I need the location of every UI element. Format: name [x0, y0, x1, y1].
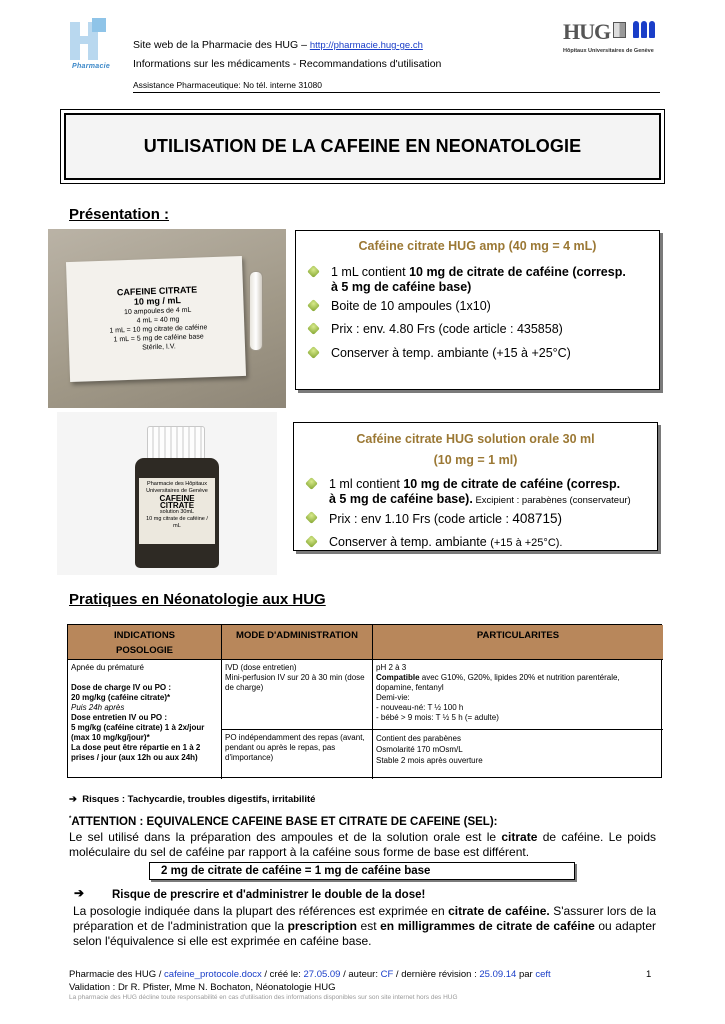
header-particularites: PARTICULARITES: [373, 625, 663, 659]
arrow-right-icon: ➔: [74, 886, 85, 900]
col-divider: [221, 625, 222, 779]
bottle-cap: [147, 426, 205, 460]
hug-logo-sub: Hôpitaux Universitaires de Genève: [563, 48, 654, 54]
pharmacie-logo: [66, 18, 114, 68]
page-number: 1: [646, 969, 652, 980]
practices-table: [67, 624, 662, 778]
table-cell-mode-iv: IVD (dose entretien) Mini-perfusion IV sur 20 à 30 min (dose de charge): [225, 663, 365, 692]
table-header-rule: [68, 659, 663, 660]
table-cell-indications: Apnée du prématuré Dose de charge IV ou PO : 20 mg/kg (caféine citrate)* Puis 24h après Dose entretien IV ou PO : 5 mg/kg (caféine citrate) 1 à 2x/jour (max 10 mg/kg/jour)* La dose peut être répartie en 1 à 2 prises / jour (aux 12h ou aux 24h): [71, 663, 205, 762]
col-divider: [372, 625, 373, 779]
table-cell-part-po: Contient des parabènes Osmolarité 170 mOsm/L Stable 2 mois après ouverture: [376, 734, 483, 765]
person-icon: [649, 21, 655, 38]
oral-box-title: Caféine citrate HUG solution orale 30 ml: [356, 432, 595, 446]
header-indications: INDICATIONS POSOLOGIE: [68, 625, 221, 659]
row-divider: [222, 729, 663, 730]
assistance-line: Assistance Pharmaceutique: No tél. interne 31080: [133, 80, 323, 90]
presentation-heading: Présentation :: [69, 206, 170, 223]
arrow-right-icon: ➔: [69, 794, 77, 805]
title-box: [64, 113, 661, 180]
ampoule-bullet-price: Prix : env. 4.80 Frs (code article : 435858): [309, 322, 563, 337]
ampoule-bullet-storage: Conserver à temp. ambiante (+15 à +25°C): [309, 346, 571, 361]
header-divider: [133, 92, 660, 93]
person-icon: [641, 21, 647, 38]
footer-validation: Validation : Dr R. Pfister, Mme N. Bochaton, Néonatologie HUG: [69, 982, 336, 993]
package-label: CAFEINE CITRATE 10 mg / mL 10 ampoules de 4 mL 4 mL = 40 mg 1 mL = 10 mg citrate de caféine 1 mL = 5 mg de caféine base Stérile, I.V.: [109, 284, 208, 352]
equivalence-box: 2 mg de citrate de caféine = 1 mg de caféine base: [149, 862, 575, 880]
header-subtitle: Informations sur les médicaments - Recommandations d'utilisation: [133, 58, 442, 70]
table-cell-part-iv: pH 2 à 3 Compatible avec G10%, G20%, lipides 20% et nutrition parentérale, dopamine, fentanyl Demi-vie: - nouveau-né: T ½ 100 h - bébé > 9 mois: T ½ 5 h (= adulte): [376, 663, 620, 722]
ampoule-box-title: Caféine citrate HUG amp (40 mg = 4 mL): [358, 239, 597, 253]
risks-line: [69, 794, 315, 805]
ampoule-package: [66, 256, 246, 382]
site-line: [133, 39, 423, 51]
risks-text: Risques : Tachycardie, troubles digestifs, irritabilité: [82, 794, 316, 805]
ampoule-icon: [249, 271, 263, 351]
attention-title: *ATTENTION : EQUIVALENCE CAFEINE BASE ET CITRATE DE CAFEINE (SEL):: [69, 816, 498, 828]
table-cell-mode-po: PO indépendamment des repas (avant, pendant ou après le repas, pas d'importance): [225, 733, 365, 762]
header-mode: MODE D'ADMINISTRATION: [222, 625, 372, 659]
ampoule-bullet-box: Boite de 10 ampoules (1x10): [309, 299, 491, 314]
oral-bullet-storage: Conserver à temp. ambiante (+15 à +25°C).: [307, 535, 562, 551]
site-url-link[interactable]: http://pharmacie.hug-ge.ch: [309, 40, 423, 51]
ampoule-bullet-content: 1 mL contient 10 mg de citrate de caféine (corresp. à 5 mg de caféine base): [309, 265, 626, 295]
oral-box-subtitle: (10 mg = 1 ml): [433, 453, 518, 467]
footer-disclaimer: La pharmacie des HUG décline toute responsabilité en cas d'utilisation des informations disponibles sur son site internet hors des HUG: [69, 994, 458, 1001]
double-dose-risk: Risque de prescrire et d'administrer le double de la dose!: [112, 889, 426, 901]
oral-bullet-content: 1 ml contient 10 mg de citrate de caféine (corresp. à 5 mg de caféine base). Excipient : parabènes (conservateur): [307, 477, 631, 508]
person-icon: [633, 21, 639, 38]
hug-logo: [563, 19, 663, 59]
site-prefix: Site web de la Pharmacie des HUG –: [133, 39, 310, 51]
oral-info-box: [293, 422, 658, 551]
oral-bottle-photo: [57, 412, 277, 575]
ampoule-info-box: [295, 230, 660, 390]
pharmacie-logo-text: Pharmacie: [72, 63, 111, 70]
practices-heading: Pratiques en Néonatologie aux HUG: [69, 591, 326, 608]
geneva-shield-icon: [613, 22, 626, 38]
ampoule-box-photo: [48, 229, 286, 408]
bottle-label: Pharmacie des Hôpitaux Universitaires de Genève CAFEINE CITRATE solution 30mL 10 mg citrate de caféine / mL: [139, 478, 215, 544]
oral-bullet-price: Prix : env 1.10 Frs (code article : 408715): [307, 511, 562, 527]
footer-meta: Pharmacie des HUG / cafeine_protocole.docx / créé le: 27.05.09 / auteur: CF / dernière révision : 25.09.14 par ceft: [69, 969, 551, 980]
hug-logo-word: HUG: [563, 19, 611, 44]
attention-paragraph-1: Le sel utilisé dans la préparation des ampoules et de la solution orale est le citrate de caféine. Le poids moléculaire du sel de caféine par rapport à la caféine sous forme de base est différent.: [69, 830, 656, 859]
attention-paragraph-2: La posologie indiquée dans la plupart des références est exprimée en citrate de caféine. S'assurer lors de la préparation et de l'administration que la prescription est en milligrammes de citrate de caféine ou adapter selon l'équivalence si elle est exprimée en caféine base.: [73, 904, 657, 948]
page-title: UTILISATION DE LA CAFEINE EN NEONATOLOGIE: [143, 136, 582, 156]
